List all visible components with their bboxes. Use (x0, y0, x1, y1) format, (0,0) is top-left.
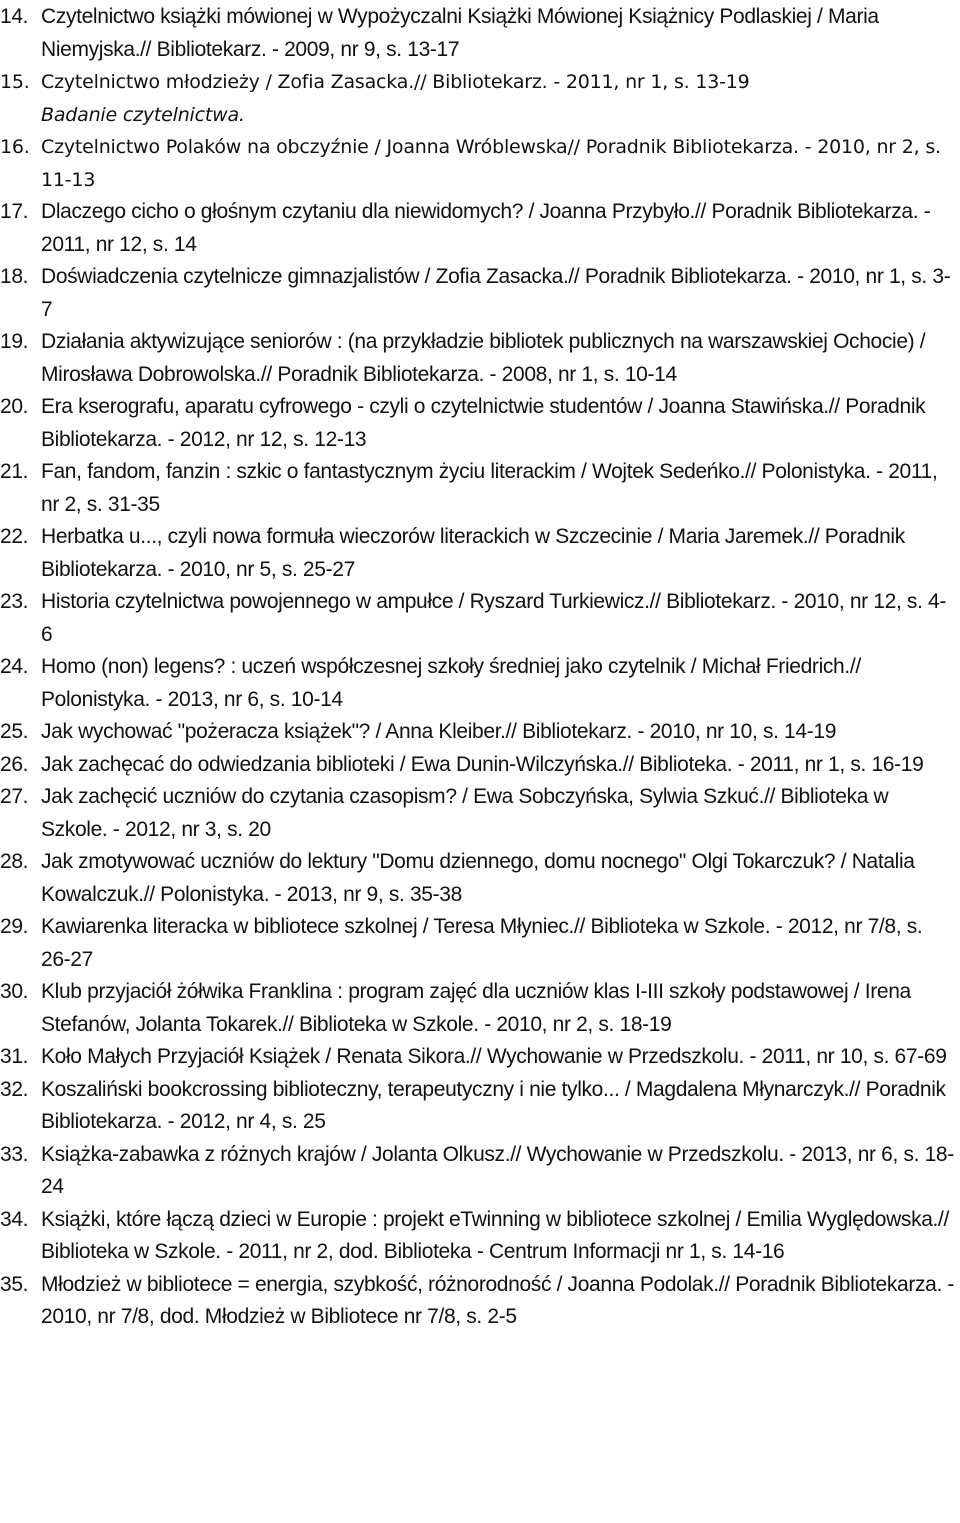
entry-number: 30. (0, 980, 29, 1003)
entry-text: Fan, fandom, fanzin : szkic o fantastycznym życiu literackim / Wojtek Sedeńko.// Polonistyka. - 2011, nr 2, s. 31-35 (41, 460, 938, 516)
entry-text: Młodzież w bibliotece = energia, szybkość, różnorodność / Joanna Podolak.// Poradnik Bibliotekarza. - 2010, nr 7/8, dod. Młodzież w Bibliotece nr 7/8, s. 2-5 (41, 1272, 955, 1328)
entry-text: Czytelnictwo młodzieży / Zofia Zasacka.// Bibliotekarz. - 2011, nr 1, s. 13-19 (41, 71, 750, 93)
list-item (0, 326, 960, 391)
entry-number: 35. (0, 1272, 29, 1296)
list-item (0, 131, 960, 196)
list-item (0, 66, 960, 131)
entry-note: Badanie czytelnictwa. (41, 103, 245, 126)
entry-text: Homo (non) legens? : uczeń współczesnej szkoły średniej jako czytelnik / Michał Friedrich.// Polonistyka. - 2013, nr 6, s. 10-14 (41, 655, 861, 711)
entry-number: 18. (0, 265, 29, 288)
entry-text: Doświadczenia czytelnicze gimnazjalistów / Zofia Zasacka.// Poradnik Bibliotekarza. - 2010, nr 1, s. 3-7 (41, 265, 951, 321)
entry-text: Jak zmotywować uczniów do lektury "Domu dziennego, domu nocnego" Olgi Tokarczuk? / Natalia Kowalczuk.// Polonistyka. - 2013, nr 9, s. 35-38 (41, 850, 915, 906)
list-item (0, 749, 960, 782)
entry-number: 15. (0, 71, 30, 93)
entry-text: Era kserografu, aparatu cyfrowego - czyli o czytelnictwie studentów / Joanna Stawińska.// Poradnik Bibliotekarza. - 2012, nr 12, s. 12-13 (41, 395, 926, 451)
entry-text: Koło Małych Przyjaciół Książek / Renata Sikora.// Wychowanie w Przedszkolu. - 2011, nr 10, s. 67-69 (41, 1045, 947, 1068)
entry-number: 14. (0, 5, 29, 28)
list-item (0, 911, 960, 976)
bibliography-list (0, 1, 960, 1334)
entry-text: Książka-zabawka z różnych krajów / Jolanta Olkusz.// Wychowanie w Przedszkolu. - 2013, nr 6, s. 18-24 (41, 1142, 954, 1198)
list-item (0, 1041, 960, 1074)
entry-text: Działania aktywizujące seniorów : (na przykładzie bibliotek publicznych na warszawskiej Ochocie) / Mirosława Dobrowolska.// Poradnik Bibliotekarza. - 2008, nr 1, s. 10-14 (41, 330, 926, 386)
list-item (0, 716, 960, 749)
entry-text: Historia czytelnictwa powojennego w ampułce / Ryszard Turkiewicz.// Bibliotekarz. - 2010, nr 12, s. 4-6 (41, 590, 947, 646)
entry-text: Jak zachęcić uczniów do czytania czasopism? / Ewa Sobczyńska, Sylwia Szkuć.// Biblioteka w Szkole. - 2012, nr 3, s. 20 (41, 785, 889, 841)
entry-number: 24. (0, 655, 29, 678)
list-item (0, 391, 960, 456)
list-item (0, 586, 960, 651)
list-item (0, 1074, 960, 1139)
entry-number: 32. (0, 1077, 29, 1101)
entry-body (41, 66, 960, 131)
entry-text: Jak wychować "pożeracza książek"? / Anna Kleiber.// Bibliotekarz. - 2010, nr 10, s. 14-19 (41, 720, 837, 743)
entry-text: Dlaczego cicho o głośnym czytaniu dla niewidomych? / Joanna Przybyło.// Poradnik Bibliotekarza. - 2011, nr 12, s. 14 (41, 200, 931, 256)
entry-number: 33. (0, 1142, 29, 1166)
entry-number: 25. (0, 720, 29, 743)
entry-number: 19. (0, 330, 29, 353)
list-item (0, 1139, 960, 1204)
entry-text: Koszaliński bookcrossing biblioteczny, terapeutyczny i nie tylko... / Magdalena Młynarczyk.// Poradnik Bibliotekarza. - 2012, nr 4, s. 25 (41, 1077, 946, 1133)
list-item (0, 456, 960, 521)
list-item (0, 651, 960, 716)
entry-number: 17. (0, 200, 29, 223)
entry-number: 28. (0, 850, 29, 873)
list-item (0, 521, 960, 586)
list-item (0, 261, 960, 326)
entry-text: Czytelnictwo książki mówionej w Wypożyczalni Książki Mówionej Książnicy Podlaskiej / Maria Niemyjska.// Bibliotekarz. - 2009, nr 9, s. 13-17 (41, 5, 879, 61)
list-item (0, 846, 960, 911)
entry-number: 27. (0, 785, 29, 808)
list-item (0, 781, 960, 846)
entry-number: 20. (0, 395, 29, 418)
list-item (0, 976, 960, 1041)
entry-number: 21. (0, 460, 29, 483)
entry-text: Książki, które łączą dzieci w Europie : projekt eTwinning w bibliotece szkolnej / Emilia Wyględowska.// Biblioteka w Szkole. - 2011, nr 2, dod. Biblioteka - Centrum Informacji nr 1, s. 14-16 (41, 1207, 949, 1263)
list-item (0, 1, 960, 66)
entry-text: Herbatka u..., czyli nowa formuła wieczorów literackich w Szczecinie / Maria Jaremek.// Poradnik Bibliotekarza. - 2010, nr 5, s. 25-27 (41, 525, 905, 581)
entry-number: 29. (0, 915, 29, 938)
entry-number: 31. (0, 1045, 29, 1068)
entry-number: 23. (0, 590, 29, 613)
entry-number: 22. (0, 525, 29, 548)
entry-text: Czytelnictwo Polaków na obczyźnie / Joanna Wróblewska// Poradnik Bibliotekarza. - 2010, nr 2, s. 11-13 (41, 136, 941, 191)
entry-text: Kawiarenka literacka w bibliotece szkolnej / Teresa Młyniec.// Biblioteka w Szkole. - 2012, nr 7/8, s. 26-27 (41, 915, 923, 971)
entry-text: Klub przyjaciół żółwika Franklina : program zajęć dla uczniów klas I-III szkoły podstawowej / Irena Stefanów, Jolanta Tokarek.// Biblioteka w Szkole. - 2010, nr 2, s. 18-19 (41, 980, 911, 1036)
entry-number: 34. (0, 1207, 29, 1231)
list-item (0, 1204, 960, 1269)
list-item (0, 196, 960, 261)
entry-text: Jak zachęcać do odwiedzania biblioteki / Ewa Dunin-Wilczyńska.// Biblioteka. - 2011, nr 1, s. 16-19 (41, 752, 924, 776)
entry-number: 26. (0, 752, 29, 776)
entry-number: 16. (0, 136, 30, 158)
list-item (0, 1269, 960, 1334)
